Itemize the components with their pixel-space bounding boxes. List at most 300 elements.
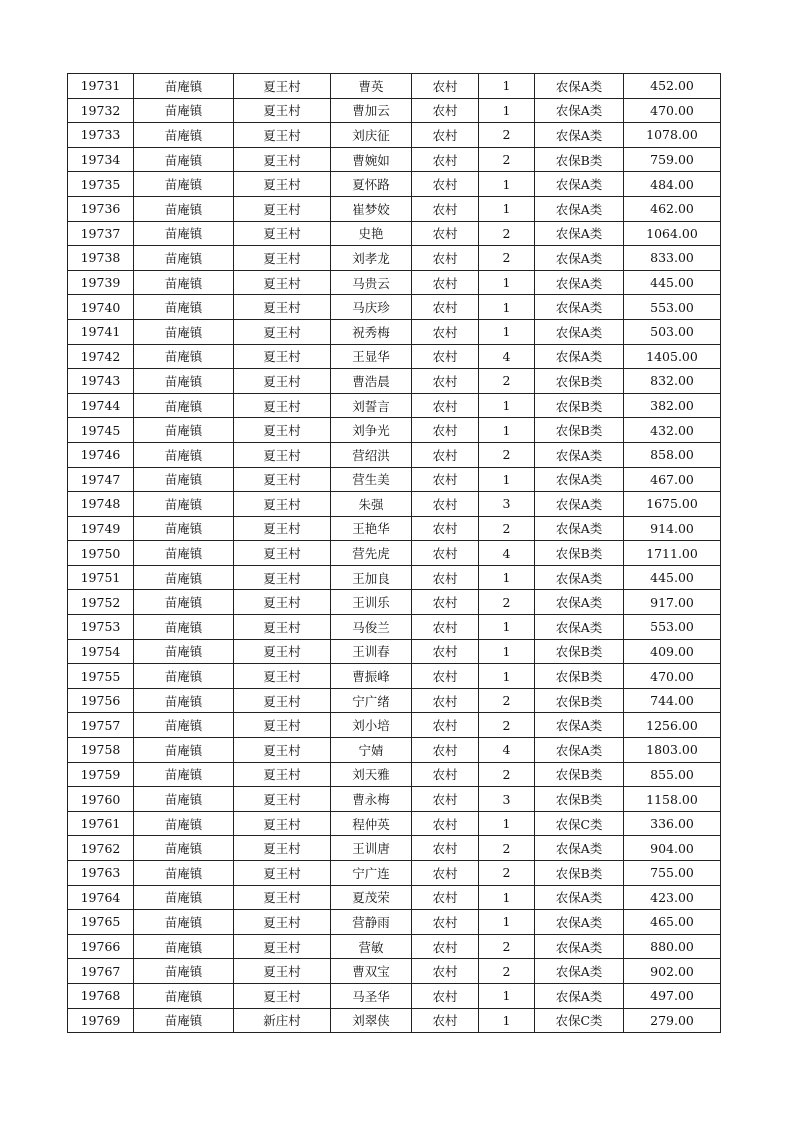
town-cell: 苗庵镇	[134, 246, 234, 271]
household-count-cell: 2	[479, 246, 535, 271]
village-cell: 夏王村	[234, 983, 331, 1008]
household-count-cell: 1	[479, 467, 535, 492]
town-cell: 苗庵镇	[134, 541, 234, 566]
town-cell: 苗庵镇	[134, 983, 234, 1008]
town-cell: 苗庵镇	[134, 369, 234, 394]
town-cell: 苗庵镇	[134, 123, 234, 148]
records-table	[67, 73, 721, 1033]
record-id-cell: 19738	[68, 246, 134, 271]
town-cell: 苗庵镇	[134, 885, 234, 910]
household-count-cell: 2	[479, 123, 535, 148]
area-type-cell: 农村	[412, 74, 479, 99]
record-id-cell: 19763	[68, 861, 134, 886]
village-cell: 夏王村	[234, 172, 331, 197]
table-row	[68, 270, 721, 295]
town-cell: 苗庵镇	[134, 787, 234, 812]
amount-cell: 917.00	[624, 590, 721, 615]
household-count-cell: 2	[479, 516, 535, 541]
person-name-cell: 曹婉如	[331, 147, 412, 172]
person-name-cell: 王训春	[331, 639, 412, 664]
town-cell: 苗庵镇	[134, 344, 234, 369]
insurance-category-cell: 农保A类	[535, 221, 624, 246]
area-type-cell: 农村	[412, 738, 479, 763]
household-count-cell: 1	[479, 983, 535, 1008]
village-cell: 夏王村	[234, 910, 331, 935]
table-row	[68, 787, 721, 812]
town-cell: 苗庵镇	[134, 147, 234, 172]
amount-cell: 336.00	[624, 811, 721, 836]
area-type-cell: 农村	[412, 934, 479, 959]
town-cell: 苗庵镇	[134, 639, 234, 664]
area-type-cell: 农村	[412, 98, 479, 123]
record-id-cell: 19756	[68, 688, 134, 713]
household-count-cell: 2	[479, 369, 535, 394]
record-id-cell: 19744	[68, 393, 134, 418]
person-name-cell: 刘誓言	[331, 393, 412, 418]
area-type-cell: 农村	[412, 836, 479, 861]
village-cell: 夏王村	[234, 590, 331, 615]
amount-cell: 880.00	[624, 934, 721, 959]
town-cell: 苗庵镇	[134, 74, 234, 99]
record-id-cell: 19740	[68, 295, 134, 320]
insurance-category-cell: 农保A类	[535, 590, 624, 615]
insurance-category-cell: 农保B类	[535, 369, 624, 394]
town-cell: 苗庵镇	[134, 196, 234, 221]
table-row	[68, 664, 721, 689]
table-row	[68, 983, 721, 1008]
record-id-cell: 19754	[68, 639, 134, 664]
town-cell: 苗庵镇	[134, 319, 234, 344]
person-name-cell: 王艳华	[331, 516, 412, 541]
insurance-category-cell: 农保A类	[535, 319, 624, 344]
person-name-cell: 宁广绪	[331, 688, 412, 713]
amount-cell: 759.00	[624, 147, 721, 172]
household-count-cell: 1	[479, 1008, 535, 1033]
record-id-cell: 19751	[68, 565, 134, 590]
household-count-cell: 2	[479, 934, 535, 959]
person-name-cell: 曹双宝	[331, 959, 412, 984]
person-name-cell: 曹英	[331, 74, 412, 99]
amount-cell: 553.00	[624, 615, 721, 640]
village-cell: 夏王村	[234, 492, 331, 517]
table-row	[68, 393, 721, 418]
person-name-cell: 马俊兰	[331, 615, 412, 640]
insurance-category-cell: 农保A类	[535, 295, 624, 320]
town-cell: 苗庵镇	[134, 1008, 234, 1033]
household-count-cell: 1	[479, 565, 535, 590]
table-row	[68, 590, 721, 615]
household-count-cell: 1	[479, 811, 535, 836]
household-count-cell: 2	[479, 688, 535, 713]
village-cell: 夏王村	[234, 295, 331, 320]
table-row	[68, 467, 721, 492]
household-count-cell: 4	[479, 738, 535, 763]
insurance-category-cell: 农保A类	[535, 270, 624, 295]
amount-cell: 409.00	[624, 639, 721, 664]
record-id-cell: 19760	[68, 787, 134, 812]
insurance-category-cell: 农保A类	[535, 492, 624, 517]
insurance-category-cell: 农保A类	[535, 836, 624, 861]
amount-cell: 744.00	[624, 688, 721, 713]
person-name-cell: 刘翠侠	[331, 1008, 412, 1033]
area-type-cell: 农村	[412, 172, 479, 197]
table-row	[68, 295, 721, 320]
village-cell: 夏王村	[234, 123, 331, 148]
table-row	[68, 98, 721, 123]
insurance-category-cell: 农保C类	[535, 811, 624, 836]
town-cell: 苗庵镇	[134, 713, 234, 738]
area-type-cell: 农村	[412, 1008, 479, 1033]
village-cell: 夏王村	[234, 861, 331, 886]
person-name-cell: 营生美	[331, 467, 412, 492]
record-id-cell: 19755	[68, 664, 134, 689]
insurance-category-cell: 农保A类	[535, 516, 624, 541]
area-type-cell: 农村	[412, 246, 479, 271]
household-count-cell: 2	[479, 836, 535, 861]
amount-cell: 470.00	[624, 98, 721, 123]
amount-cell: 1405.00	[624, 344, 721, 369]
record-id-cell: 19753	[68, 615, 134, 640]
table-row	[68, 762, 721, 787]
area-type-cell: 农村	[412, 295, 479, 320]
village-cell: 夏王村	[234, 270, 331, 295]
person-name-cell: 曹振峰	[331, 664, 412, 689]
insurance-category-cell: 农保B类	[535, 393, 624, 418]
area-type-cell: 农村	[412, 639, 479, 664]
amount-cell: 1158.00	[624, 787, 721, 812]
insurance-category-cell: 农保A类	[535, 467, 624, 492]
town-cell: 苗庵镇	[134, 664, 234, 689]
area-type-cell: 农村	[412, 983, 479, 1008]
amount-cell: 432.00	[624, 418, 721, 443]
insurance-category-cell: 农保A类	[535, 123, 624, 148]
village-cell: 夏王村	[234, 442, 331, 467]
village-cell: 夏王村	[234, 369, 331, 394]
record-id-cell: 19758	[68, 738, 134, 763]
area-type-cell: 农村	[412, 344, 479, 369]
amount-cell: 1064.00	[624, 221, 721, 246]
town-cell: 苗庵镇	[134, 590, 234, 615]
village-cell: 夏王村	[234, 738, 331, 763]
village-cell: 夏王村	[234, 98, 331, 123]
area-type-cell: 农村	[412, 565, 479, 590]
insurance-category-cell: 农保B类	[535, 418, 624, 443]
amount-cell: 467.00	[624, 467, 721, 492]
household-count-cell: 1	[479, 295, 535, 320]
person-name-cell: 朱强	[331, 492, 412, 517]
area-type-cell: 农村	[412, 418, 479, 443]
record-id-cell: 19732	[68, 98, 134, 123]
area-type-cell: 农村	[412, 590, 479, 615]
record-id-cell: 19768	[68, 983, 134, 1008]
record-id-cell: 19750	[68, 541, 134, 566]
record-id-cell: 19757	[68, 713, 134, 738]
record-id-cell: 19767	[68, 959, 134, 984]
amount-cell: 1803.00	[624, 738, 721, 763]
village-cell: 夏王村	[234, 836, 331, 861]
insurance-category-cell: 农保A类	[535, 565, 624, 590]
village-cell: 夏王村	[234, 811, 331, 836]
village-cell: 夏王村	[234, 74, 331, 99]
village-cell: 夏王村	[234, 787, 331, 812]
household-count-cell: 4	[479, 541, 535, 566]
amount-cell: 1675.00	[624, 492, 721, 517]
table-row	[68, 1008, 721, 1033]
amount-cell: 755.00	[624, 861, 721, 886]
area-type-cell: 农村	[412, 492, 479, 517]
town-cell: 苗庵镇	[134, 836, 234, 861]
area-type-cell: 农村	[412, 811, 479, 836]
household-count-cell: 2	[479, 590, 535, 615]
insurance-category-cell: 农保B类	[535, 688, 624, 713]
table-row	[68, 492, 721, 517]
amount-cell: 1711.00	[624, 541, 721, 566]
amount-cell: 279.00	[624, 1008, 721, 1033]
table-row	[68, 811, 721, 836]
household-count-cell: 1	[479, 98, 535, 123]
household-count-cell: 3	[479, 787, 535, 812]
person-name-cell: 王训唐	[331, 836, 412, 861]
household-count-cell: 4	[479, 344, 535, 369]
table-row	[68, 565, 721, 590]
insurance-category-cell: 农保A类	[535, 246, 624, 271]
household-count-cell: 1	[479, 393, 535, 418]
town-cell: 苗庵镇	[134, 688, 234, 713]
village-cell: 夏王村	[234, 541, 331, 566]
record-id-cell: 19748	[68, 492, 134, 517]
amount-cell: 503.00	[624, 319, 721, 344]
table-row	[68, 885, 721, 910]
person-name-cell: 曹浩晨	[331, 369, 412, 394]
area-type-cell: 农村	[412, 762, 479, 787]
area-type-cell: 农村	[412, 516, 479, 541]
insurance-category-cell: 农保A类	[535, 983, 624, 1008]
town-cell: 苗庵镇	[134, 270, 234, 295]
area-type-cell: 农村	[412, 123, 479, 148]
insurance-category-cell: 农保A类	[535, 196, 624, 221]
area-type-cell: 农村	[412, 713, 479, 738]
amount-cell: 445.00	[624, 565, 721, 590]
amount-cell: 904.00	[624, 836, 721, 861]
record-id-cell: 19747	[68, 467, 134, 492]
person-name-cell: 祝秀梅	[331, 319, 412, 344]
table-row	[68, 959, 721, 984]
table-row	[68, 836, 721, 861]
insurance-category-cell: 农保B类	[535, 787, 624, 812]
table-row	[68, 418, 721, 443]
person-name-cell: 宁广连	[331, 861, 412, 886]
village-cell: 夏王村	[234, 221, 331, 246]
table-row	[68, 541, 721, 566]
record-id-cell: 19741	[68, 319, 134, 344]
record-id-cell: 19761	[68, 811, 134, 836]
person-name-cell: 崔梦姣	[331, 196, 412, 221]
table-row	[68, 123, 721, 148]
person-name-cell: 营绍洪	[331, 442, 412, 467]
town-cell: 苗庵镇	[134, 615, 234, 640]
table-row	[68, 688, 721, 713]
insurance-category-cell: 农保A类	[535, 98, 624, 123]
insurance-category-cell: 农保A类	[535, 959, 624, 984]
person-name-cell: 马庆珍	[331, 295, 412, 320]
insurance-category-cell: 农保B类	[535, 861, 624, 886]
insurance-category-cell: 农保B类	[535, 541, 624, 566]
person-name-cell: 宁婧	[331, 738, 412, 763]
household-count-cell: 1	[479, 196, 535, 221]
table-row	[68, 196, 721, 221]
record-id-cell: 19752	[68, 590, 134, 615]
insurance-category-cell: 农保A类	[535, 442, 624, 467]
area-type-cell: 农村	[412, 910, 479, 935]
insurance-category-cell: 农保B类	[535, 664, 624, 689]
record-id-cell: 19762	[68, 836, 134, 861]
town-cell: 苗庵镇	[134, 98, 234, 123]
household-count-cell: 2	[479, 147, 535, 172]
person-name-cell: 刘庆征	[331, 123, 412, 148]
town-cell: 苗庵镇	[134, 172, 234, 197]
area-type-cell: 农村	[412, 393, 479, 418]
town-cell: 苗庵镇	[134, 516, 234, 541]
table-row	[68, 934, 721, 959]
amount-cell: 832.00	[624, 369, 721, 394]
household-count-cell: 2	[479, 762, 535, 787]
household-count-cell: 2	[479, 713, 535, 738]
town-cell: 苗庵镇	[134, 393, 234, 418]
record-id-cell: 19765	[68, 910, 134, 935]
person-name-cell: 夏怀路	[331, 172, 412, 197]
town-cell: 苗庵镇	[134, 565, 234, 590]
area-type-cell: 农村	[412, 369, 479, 394]
town-cell: 苗庵镇	[134, 442, 234, 467]
village-cell: 夏王村	[234, 393, 331, 418]
person-name-cell: 营敏	[331, 934, 412, 959]
person-name-cell: 刘争光	[331, 418, 412, 443]
record-id-cell: 19737	[68, 221, 134, 246]
village-cell: 夏王村	[234, 885, 331, 910]
table-row	[68, 910, 721, 935]
household-count-cell: 3	[479, 492, 535, 517]
table-row	[68, 615, 721, 640]
record-id-cell: 19735	[68, 172, 134, 197]
person-name-cell: 王显华	[331, 344, 412, 369]
village-cell: 新庄村	[234, 1008, 331, 1033]
table-row	[68, 713, 721, 738]
record-id-cell: 19759	[68, 762, 134, 787]
household-count-cell: 1	[479, 172, 535, 197]
area-type-cell: 农村	[412, 959, 479, 984]
person-name-cell: 刘孝龙	[331, 246, 412, 271]
amount-cell: 462.00	[624, 196, 721, 221]
person-name-cell: 史艳	[331, 221, 412, 246]
insurance-category-cell: 农保A类	[535, 713, 624, 738]
town-cell: 苗庵镇	[134, 738, 234, 763]
village-cell: 夏王村	[234, 196, 331, 221]
household-count-cell: 1	[479, 910, 535, 935]
household-count-cell: 2	[479, 221, 535, 246]
village-cell: 夏王村	[234, 147, 331, 172]
person-name-cell: 刘天雅	[331, 762, 412, 787]
village-cell: 夏王村	[234, 934, 331, 959]
town-cell: 苗庵镇	[134, 467, 234, 492]
area-type-cell: 农村	[412, 664, 479, 689]
area-type-cell: 农村	[412, 787, 479, 812]
household-count-cell: 2	[479, 959, 535, 984]
amount-cell: 382.00	[624, 393, 721, 418]
person-name-cell: 王加良	[331, 565, 412, 590]
household-count-cell: 1	[479, 615, 535, 640]
table-row	[68, 738, 721, 763]
area-type-cell: 农村	[412, 147, 479, 172]
village-cell: 夏王村	[234, 639, 331, 664]
household-count-cell: 1	[479, 319, 535, 344]
household-count-cell: 1	[479, 664, 535, 689]
person-name-cell: 营静雨	[331, 910, 412, 935]
amount-cell: 423.00	[624, 885, 721, 910]
record-id-cell: 19746	[68, 442, 134, 467]
household-count-cell: 1	[479, 270, 535, 295]
amount-cell: 1078.00	[624, 123, 721, 148]
amount-cell: 452.00	[624, 74, 721, 99]
amount-cell: 914.00	[624, 516, 721, 541]
table-row	[68, 172, 721, 197]
person-name-cell: 马贵云	[331, 270, 412, 295]
village-cell: 夏王村	[234, 615, 331, 640]
town-cell: 苗庵镇	[134, 418, 234, 443]
village-cell: 夏王村	[234, 959, 331, 984]
record-id-cell: 19736	[68, 196, 134, 221]
village-cell: 夏王村	[234, 664, 331, 689]
insurance-category-cell: 农保A类	[535, 738, 624, 763]
insurance-category-cell: 农保B类	[535, 147, 624, 172]
amount-cell: 484.00	[624, 172, 721, 197]
person-name-cell: 营先虎	[331, 541, 412, 566]
table-row	[68, 246, 721, 271]
town-cell: 苗庵镇	[134, 861, 234, 886]
person-name-cell: 夏茂荣	[331, 885, 412, 910]
table-row	[68, 861, 721, 886]
amount-cell: 445.00	[624, 270, 721, 295]
record-id-cell: 19734	[68, 147, 134, 172]
town-cell: 苗庵镇	[134, 295, 234, 320]
table-row	[68, 74, 721, 99]
record-id-cell: 19733	[68, 123, 134, 148]
amount-cell: 855.00	[624, 762, 721, 787]
area-type-cell: 农村	[412, 221, 479, 246]
table-row	[68, 639, 721, 664]
area-type-cell: 农村	[412, 467, 479, 492]
household-count-cell: 1	[479, 885, 535, 910]
table-row	[68, 369, 721, 394]
insurance-category-cell: 农保A类	[535, 910, 624, 935]
table-row	[68, 344, 721, 369]
insurance-category-cell: 农保B类	[535, 639, 624, 664]
town-cell: 苗庵镇	[134, 221, 234, 246]
amount-cell: 902.00	[624, 959, 721, 984]
area-type-cell: 农村	[412, 196, 479, 221]
area-type-cell: 农村	[412, 270, 479, 295]
insurance-category-cell: 农保A类	[535, 934, 624, 959]
village-cell: 夏王村	[234, 418, 331, 443]
table-row	[68, 319, 721, 344]
town-cell: 苗庵镇	[134, 762, 234, 787]
area-type-cell: 农村	[412, 861, 479, 886]
insurance-category-cell: 农保A类	[535, 615, 624, 640]
household-count-cell: 1	[479, 418, 535, 443]
person-name-cell: 曹加云	[331, 98, 412, 123]
insurance-category-cell: 农保B类	[535, 762, 624, 787]
village-cell: 夏王村	[234, 688, 331, 713]
table-row	[68, 221, 721, 246]
